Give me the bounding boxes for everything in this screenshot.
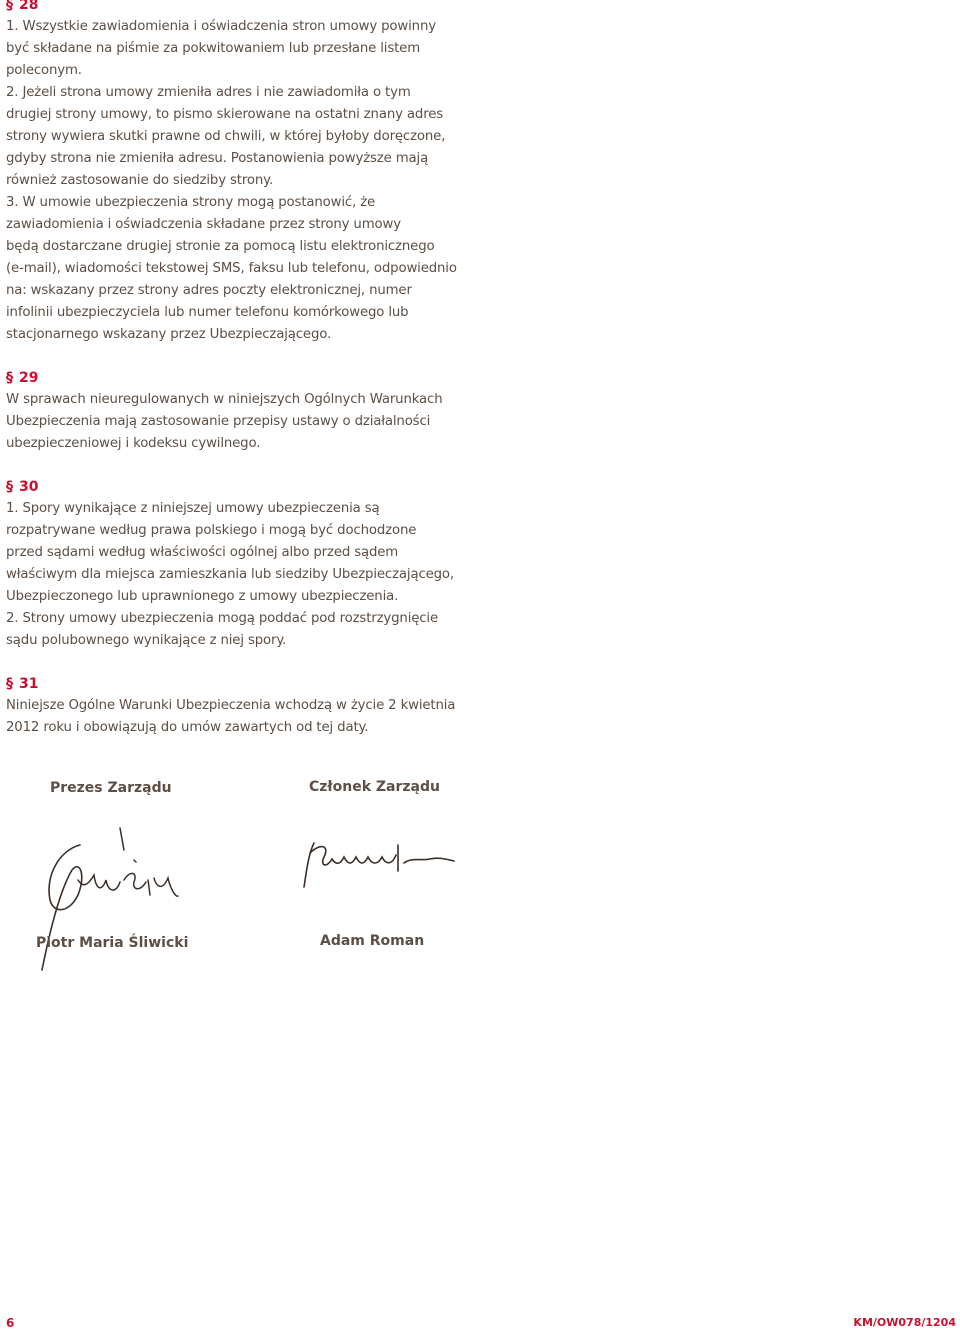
paragraph-line: poleconym. bbox=[6, 63, 82, 78]
handwritten-signature-left bbox=[20, 820, 190, 980]
section-sign-icon: § bbox=[6, 676, 13, 692]
section-31 bbox=[6, 673, 496, 739]
paragraph-line: Niniejsze Ogólne Warunki Ubezpieczenia wchodzą w życie 2 kwietnia bbox=[6, 698, 456, 713]
document-body bbox=[6, 0, 496, 760]
paragraph-line: przed sądami według właściwości ogólnej albo przed sądem bbox=[6, 545, 399, 560]
signatory-name-right: Adam Roman bbox=[320, 933, 425, 949]
paragraph-line: rozpatrywane według prawa polskiego i mogą być dochodzone bbox=[6, 523, 417, 538]
paragraph-line: strony wywiera skutki prawne od chwili, w której byłoby doręczone, bbox=[6, 129, 446, 144]
paragraph-line: 3. W umowie ubezpieczenia strony mogą postanowić, że bbox=[6, 195, 376, 210]
signatory-name-left: Piotr Maria Śliwicki bbox=[36, 935, 189, 951]
paragraph-line: drugiej strony umowy, to pismo skierowane na ostatni znany adres bbox=[6, 107, 444, 122]
section-sign-icon: § bbox=[6, 479, 13, 495]
paragraph-line: właściwym dla miejsca zamieszkania lub siedziby Ubezpieczającego, bbox=[6, 567, 454, 582]
signatory-title-left: Prezes Zarządu bbox=[50, 780, 172, 796]
section-29 bbox=[6, 367, 496, 455]
paragraph-line: 1. Spory wynikające z niniejszej umowy ubezpieczenia są bbox=[6, 501, 380, 516]
section-number: 30 bbox=[19, 479, 39, 495]
section-heading bbox=[6, 476, 496, 498]
paragraph-line: ubezpieczeniowej i kodeksu cywilnego. bbox=[6, 436, 261, 451]
section-number: 29 bbox=[19, 370, 39, 386]
page-number: 6 bbox=[6, 1316, 15, 1330]
document-code: KM/OW078/1204 bbox=[853, 1316, 956, 1329]
paragraph-line: 1. Wszystkie zawiadomienia i oświadczenia stron umowy powinny bbox=[6, 19, 436, 34]
section-number: 31 bbox=[19, 676, 39, 692]
handwritten-signature-right bbox=[300, 835, 460, 895]
paragraph-line: zawiadomienia i oświadczenia składane przez strony umowy bbox=[6, 217, 401, 232]
paragraph-line: gdyby strona nie zmieniła adresu. Postanowienia powyższe mają bbox=[6, 151, 429, 166]
section-heading bbox=[6, 673, 496, 695]
section-30 bbox=[6, 476, 496, 652]
paragraph-line: również zastosowanie do siedziby strony. bbox=[6, 173, 274, 188]
section-28 bbox=[6, 0, 496, 346]
paragraph-line: 2. Strony umowy ubezpieczenia mogą poddać pod rozstrzygnięcie bbox=[6, 611, 439, 626]
paragraph-line: 2012 roku i obowiązują do umów zawartych od tej daty. bbox=[6, 720, 369, 735]
paragraph-line: stacjonarnego wskazany przez Ubezpieczającego. bbox=[6, 327, 332, 342]
paragraph-line: na: wskazany przez strony adres poczty elektronicznej, numer bbox=[6, 283, 412, 298]
section-sign-icon: § bbox=[6, 0, 13, 13]
section-heading bbox=[6, 367, 496, 389]
paragraph-line: 2. Jeżeli strona umowy zmieniła adres i nie zawiadomiła o tym bbox=[6, 85, 411, 100]
paragraph-line: (e-mail), wiadomości tekstowej SMS, faksu lub telefonu, odpowiednio bbox=[6, 261, 457, 276]
section-number: 28 bbox=[19, 0, 39, 13]
paragraph-line: sądu polubownego wynikające z niej spory. bbox=[6, 633, 287, 648]
paragraph-line: infolinii ubezpieczyciela lub numer telefonu komórkowego lub bbox=[6, 305, 409, 320]
paragraph-line: W sprawach nieuregulowanych w niniejszych Ogólnych Warunkach bbox=[6, 392, 443, 407]
paragraph-line: będą dostarczane drugiej stronie za pomocą listu elektronicznego bbox=[6, 239, 435, 254]
section-sign-icon: § bbox=[6, 370, 13, 386]
paragraph-line: Ubezpieczenia mają zastosowanie przepisy ustawy o działalności bbox=[6, 414, 431, 429]
paragraph-line: Ubezpieczonego lub uprawnionego z umowy ubezpieczenia. bbox=[6, 589, 399, 604]
section-heading bbox=[6, 0, 496, 16]
paragraph-line: być składane na piśmie za pokwitowaniem lub przesłane listem bbox=[6, 41, 421, 56]
signatory-title-right: Członek Zarządu bbox=[309, 779, 440, 795]
